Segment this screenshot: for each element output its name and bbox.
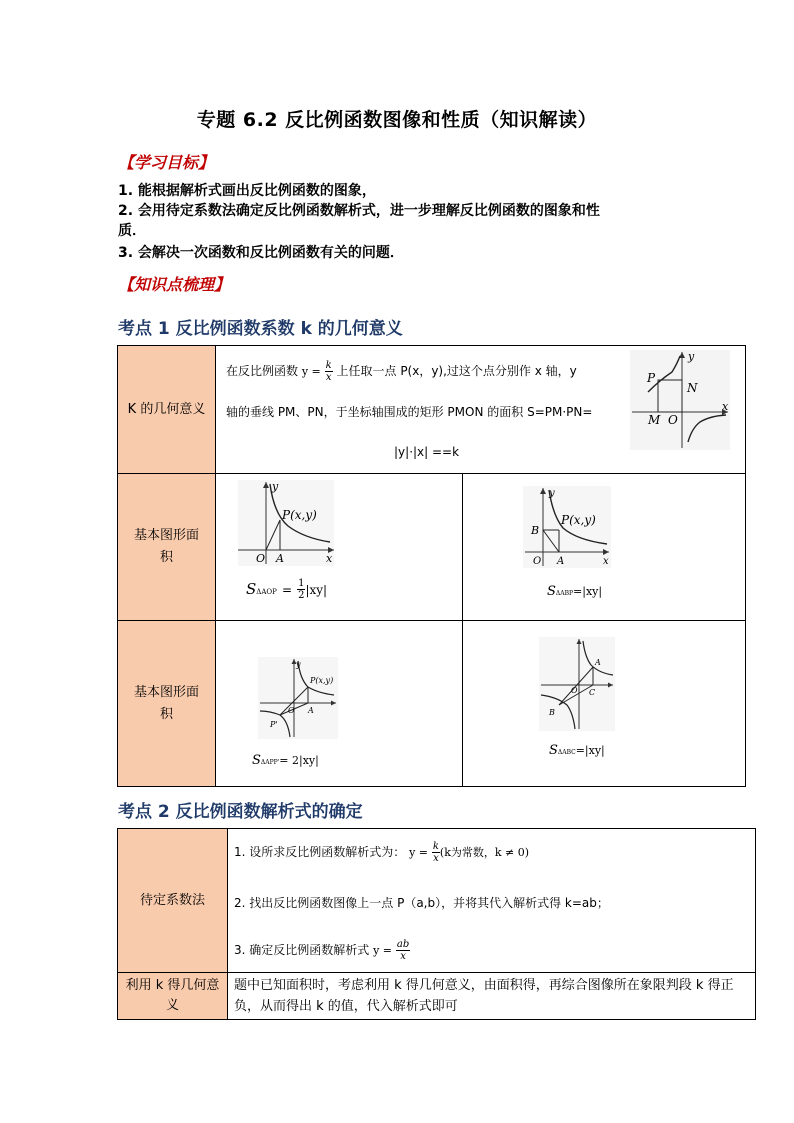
- k-meaning-graph: [630, 350, 730, 450]
- k-meaning-line1: [226, 360, 621, 383]
- f2a-tail: = 2|xy|: [279, 754, 319, 767]
- f2b-sub: ΔABC: [557, 749, 576, 756]
- area-graph-1b: [521, 486, 613, 568]
- graph-x-label: x: [722, 400, 729, 413]
- g1a-P: P(x,y): [282, 508, 317, 522]
- basic-area-label-2: [118, 621, 216, 787]
- f2b-tail: =|xy|: [575, 744, 605, 757]
- goal-item-2-cont: 质．: [118, 223, 146, 239]
- step3: [234, 939, 410, 962]
- g1b-A: A: [557, 556, 565, 567]
- f1b-tail: =|xy|: [573, 585, 603, 598]
- goal-item-3: 3. 会解决一次函数和反比例函数有关的问题．: [118, 245, 404, 261]
- goal-item-2: 2. 会用待定系数法确定反比例函数解析式，进一步理解反比例函数的图象和性: [118, 203, 600, 219]
- g2a-A: A: [308, 706, 314, 715]
- g2b-O: O: [571, 686, 578, 695]
- step1-lhs: y =: [409, 846, 429, 859]
- graph-P-label: P: [647, 371, 656, 385]
- g1a-A: A: [276, 552, 284, 565]
- step3-num: ab: [396, 939, 410, 950]
- k-meaning-line3: |y|·|x| ==k: [394, 445, 460, 459]
- undetermined-coef-label-text: 待定系数法: [139, 892, 205, 908]
- f2a-sub: ΔAPP': [260, 759, 280, 766]
- kaodian2-heading: 考点 2 反比例函数解析式的确定: [118, 802, 363, 822]
- formula-den: x: [325, 372, 332, 383]
- f1a-S: S: [246, 580, 257, 598]
- g2b-A: A: [595, 658, 601, 667]
- g2a-y: y: [296, 660, 301, 669]
- k-geometry-label-text: 利用 k 得几何意义: [125, 978, 220, 1013]
- formula-num: k: [325, 360, 332, 371]
- graph-N-label: N: [687, 381, 698, 395]
- area-formula-2b: [549, 739, 605, 758]
- g1b-B: B: [531, 524, 540, 537]
- f1b-sub: ΔABP: [555, 590, 574, 597]
- f1a-tail: |xy|: [305, 583, 328, 597]
- undetermined-coef-label: [118, 829, 228, 973]
- g1b-O: O: [533, 556, 542, 567]
- page-title: 专题 6.2 反比例函数图像和性质（知识解读）: [196, 109, 598, 131]
- step2: 2. 找出反比例函数图像上一点 P（a,b），并将其代入解析式得 k=ab；: [234, 896, 609, 910]
- step3-text: 3. 确定反比例函数解析式: [234, 943, 370, 957]
- g2a-P2: P': [270, 720, 278, 729]
- basic-area-cell-2a: [216, 621, 463, 787]
- f1a-num: 1: [298, 578, 305, 589]
- g1a-O: O: [256, 552, 266, 565]
- goal-item-1: 1. 能根据解析式画出反比例函数的图象，: [118, 183, 376, 199]
- knowledge-tag: 【知识点梳理】: [118, 275, 231, 294]
- k-meaning-line2: 轴的垂线 PM、PN，于坐标轴围成的矩形 PMON 的面积 S=PM·PN=: [226, 405, 593, 419]
- g2b-C: C: [589, 688, 596, 697]
- k-meaning-text-b: 上任取一点 P(x，y),过这个点分别作 x 轴，y: [336, 364, 577, 378]
- kaodian2-table: [117, 828, 756, 1020]
- basic-area-cell-1b: [463, 474, 746, 621]
- goals-tag: 【学习目标】: [118, 153, 215, 172]
- f1a-eq: =: [281, 583, 292, 597]
- kaodian1-heading: 考点 1 反比例函数系数 k 的几何意义: [118, 319, 403, 339]
- area-formula-2a: [252, 749, 319, 768]
- basic-area-label-1-text: 基本图形面积: [133, 528, 199, 565]
- f1a-den: 2: [298, 590, 305, 601]
- kaodian1-table: [117, 345, 746, 787]
- basic-area-cell-1a: [216, 474, 463, 621]
- k-meaning-text-a: 在反比例函数: [226, 364, 299, 378]
- basic-area-label-1: [118, 474, 216, 621]
- basic-area-label-2-text: 基本图形面积: [133, 684, 199, 722]
- formula-lhs: y =: [301, 365, 321, 378]
- g2a-P: P(x,y): [310, 676, 334, 685]
- formula-fraction: [325, 360, 333, 383]
- step1-num: k: [432, 841, 439, 852]
- area-formula-1a: [246, 578, 327, 601]
- g1a-y: y: [272, 480, 279, 493]
- g2a-O: O: [288, 706, 295, 715]
- step3-frac: [396, 939, 410, 962]
- f2a-S: S: [252, 753, 261, 768]
- undetermined-coef-cell: [228, 829, 756, 973]
- k-meaning-label-text: K 的几何意义: [127, 401, 206, 417]
- g1a-x: x: [326, 552, 333, 565]
- area-formula-1b: [547, 580, 602, 599]
- k-meaning-label: [118, 346, 216, 474]
- step1: [234, 841, 529, 864]
- f2b-S: S: [549, 743, 558, 758]
- k-meaning-cell: [216, 346, 746, 474]
- area-graph-1a: [234, 480, 338, 566]
- graph-y-label: y: [688, 350, 695, 363]
- f1b-S: S: [547, 584, 556, 599]
- step1-frac: [432, 841, 440, 864]
- step3-lhs: y =: [373, 944, 393, 957]
- step1-den: x: [433, 853, 439, 864]
- g1b-P: P(x,y): [561, 513, 596, 527]
- graph-O-label: O: [668, 413, 678, 427]
- step3-den: x: [400, 951, 406, 962]
- step1-text: 1. 设所求反比例函数解析式为：: [234, 845, 406, 859]
- area-graph-2b: [539, 637, 615, 731]
- g2b-B: B: [549, 708, 555, 717]
- area-graph-2a: [258, 657, 338, 739]
- f1a-sub: ΔAOP: [256, 588, 277, 596]
- k-geometry-text: 题中已知面积时，考虑利用 k 得几何意义，由面积得，再综合图像所在象限判段 k 得正负，从而得出 k 的值，代入解析式即可: [228, 973, 756, 1020]
- g1b-y: y: [549, 488, 555, 499]
- graph-M-label: M: [648, 413, 661, 427]
- g1b-x: x: [603, 556, 609, 567]
- basic-area-cell-2b: [463, 621, 746, 787]
- k-geometry-label: [118, 973, 228, 1020]
- step1-tail: (k为常数，k ≠ 0): [439, 846, 530, 859]
